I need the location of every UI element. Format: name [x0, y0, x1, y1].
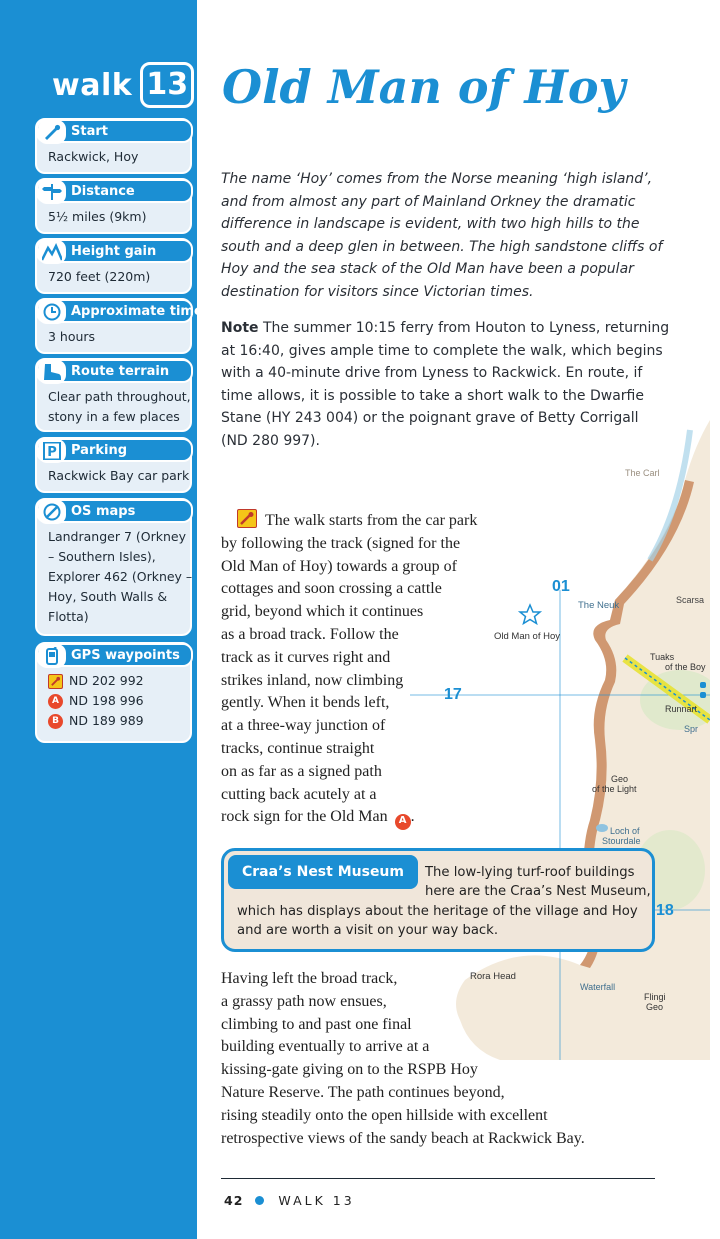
- note-line: Stane (HY 243 004) or the poignant grave of Betty Corrigall: [221, 410, 639, 427]
- gps-icon: [38, 644, 66, 668]
- compass-icon: [38, 500, 66, 524]
- page-footer: [224, 1193, 355, 1208]
- map-grid-17: 17: [444, 686, 462, 703]
- walk-number-badge: 13: [140, 62, 194, 108]
- map-grid-18: 18: [656, 902, 674, 919]
- walk-line: as a broad track. Follow the: [221, 625, 399, 643]
- time-line: 3 hours: [48, 329, 96, 344]
- time-title: Approximate time: [71, 304, 203, 319]
- start-card: [35, 118, 192, 174]
- parking-card: [35, 437, 192, 493]
- distance-line: 5½ miles (9km): [48, 209, 147, 224]
- footer-dot-icon: [255, 1196, 264, 1205]
- height-gain-card: [35, 238, 192, 294]
- waypoint-b: [48, 711, 190, 731]
- cont-line: kissing-gate giving on to the RSPB Hoy: [221, 1061, 478, 1079]
- parking-title: Parking: [71, 443, 128, 458]
- height-gain-card-header: [36, 239, 193, 263]
- note-label: Note: [221, 320, 259, 336]
- walk-line: on as far as a signed path: [221, 762, 382, 780]
- gps-waypoints-list: [36, 667, 190, 737]
- cont-line: climbing to and past one final: [221, 1015, 412, 1033]
- start-marker-icon: [237, 509, 257, 528]
- walk-heading: [52, 62, 194, 108]
- walk-line: track as it curves right and: [221, 648, 391, 666]
- start-card-header: [36, 119, 193, 143]
- footer-walk-label: WALK 13: [278, 1193, 355, 1208]
- museum-title: Craa’s Nest Museum: [228, 855, 418, 889]
- walk-line: cutting back acutely at a: [221, 785, 377, 803]
- note-line: at 16:40, gives ample time to complete the walk, which begins: [221, 342, 663, 359]
- walk-line: grid, beyond which it continues: [221, 603, 424, 621]
- boot-icon: [38, 360, 66, 384]
- waypoint-start: [48, 671, 190, 691]
- walk-line: [221, 509, 477, 533]
- cont-line: a grassy path now ensues,: [221, 992, 387, 1010]
- distance-card: [35, 178, 192, 234]
- time-card: [35, 298, 203, 354]
- walk-last-end: .: [410, 808, 415, 826]
- walk-line: cottages and soon crossing a cattle: [221, 580, 442, 598]
- distance-value: [36, 203, 190, 233]
- cont-line: rising steadily onto the open hillside with excellent: [221, 1106, 548, 1124]
- walk-line: [221, 806, 477, 829]
- os-maps-line: – Southern Isles),: [48, 549, 156, 564]
- map-label-geo: Geo: [611, 774, 629, 784]
- note-paragraph: [221, 317, 670, 453]
- intro-line: Hoy and the sea stack of the Old Man have been a popular: [221, 261, 634, 278]
- walk-directions: [221, 509, 477, 830]
- waypoint-a-ref: ND 198 996: [69, 693, 144, 708]
- waypoint-b-marker: B: [48, 714, 63, 729]
- note-line: with a 40-minute drive from Lyness to Rackwick. En route, if: [221, 365, 643, 382]
- start-value: [36, 143, 190, 173]
- page-number: 42: [224, 1193, 244, 1208]
- waypoint-a-marker: A: [48, 694, 63, 709]
- map-label-spr: Spr: [684, 724, 699, 734]
- map-label-scarsa: Scarsa: [676, 595, 705, 605]
- waypoint-a: [48, 691, 190, 711]
- map-label-flingi: Flingi: [644, 992, 666, 1002]
- height-gain-title: Height gain: [71, 244, 157, 259]
- distance-card-header: [36, 179, 193, 203]
- map-label-the-neuk: The Neuk: [578, 600, 620, 611]
- route-terrain-card-header: [36, 359, 193, 383]
- os-maps-value: [36, 523, 193, 633]
- waypoint-b-ref: ND 189 989: [69, 713, 144, 728]
- map-label-stourdale: Stourdale: [602, 836, 641, 846]
- os-maps-line: Explorer 462 (Orkney –: [48, 569, 193, 584]
- map-label-waterfall: Waterfall: [580, 982, 616, 992]
- note-line: time allows, it is possible to take a short walk to the Dwarfie: [221, 387, 644, 404]
- museum-line: and are worth a visit on your way back.: [237, 923, 499, 938]
- map-label-tuaks: Tuaks: [650, 652, 675, 662]
- map-label-geo2: Geo: [646, 1002, 664, 1012]
- walk-line: by following the track (signed for the: [221, 534, 461, 552]
- svg-text:P: P: [47, 445, 57, 460]
- cont-first-text: Having left the broad track,: [221, 970, 398, 987]
- map-grid-01: 01: [552, 578, 570, 595]
- os-maps-title: OS maps: [71, 504, 136, 519]
- map-label-runnart: Runnart: [665, 704, 698, 714]
- parking-value: [36, 462, 190, 492]
- gps-waypoints-title: GPS waypoints: [71, 648, 180, 663]
- walk-line: gently. When it bends left,: [221, 694, 390, 712]
- museum-line: which has displays about the heritage of the village and Hoy: [237, 904, 638, 919]
- height-gain-value: [36, 263, 190, 293]
- route-terrain-title: Route terrain: [71, 364, 170, 379]
- page-title: Old Man of Hoy: [222, 60, 626, 114]
- intro-line: The name ‘Hoy’ comes from the Norse meaning ‘high island’,: [221, 171, 653, 187]
- os-maps-line: Hoy, South Walls &: [48, 589, 168, 604]
- walk-label: walk: [52, 67, 133, 103]
- signpost-icon: [38, 180, 66, 204]
- route-terrain-line: Clear path throughout,: [48, 389, 191, 404]
- map-label-of-the-light: of the Light: [592, 784, 637, 794]
- height-gain-line: 720 feet (220m): [48, 269, 151, 284]
- map-label-old-man: Old Man of Hoy: [494, 631, 560, 642]
- route-terrain-card: [35, 358, 192, 432]
- walk-line: at a three-way junction of: [221, 717, 386, 735]
- parking-card-header: [36, 438, 193, 462]
- start-marker-icon: [48, 674, 63, 689]
- walk-line: strikes inland, now climbing: [221, 671, 404, 689]
- start-title: Start: [71, 124, 108, 139]
- os-maps-line: Flotta): [48, 609, 89, 624]
- intro-line: and from almost any part of Mainland Orkney the dramatic: [221, 193, 636, 210]
- time-value: [36, 323, 190, 353]
- start-icon: [38, 120, 66, 144]
- cont-line: [221, 968, 585, 991]
- intro-line: destination for visitors since Victorian times.: [221, 283, 534, 300]
- route-terrain-value: [36, 383, 190, 433]
- footer-divider: [221, 1178, 655, 1179]
- cont-line: Nature Reserve. The path continues beyond,: [221, 1083, 505, 1101]
- intro-paragraph: [221, 168, 661, 304]
- walk-first-text: The walk starts from the car park: [265, 512, 478, 529]
- walk-last-text: rock sign for the Old Man: [221, 808, 388, 826]
- time-card-header: [36, 299, 203, 323]
- museum-sidebar-box: [221, 848, 655, 952]
- os-maps-card: [35, 498, 192, 636]
- continued-directions: [221, 968, 585, 1150]
- note-line: (ND 280 997).: [221, 432, 320, 449]
- gps-waypoints-card-header: [36, 643, 193, 667]
- map-label-the-carl: The Carl: [625, 468, 660, 478]
- walk-line: Old Man of Hoy) towards a group of: [221, 557, 457, 575]
- cont-line: building eventually to arrive at a: [221, 1038, 430, 1056]
- distance-title: Distance: [71, 184, 135, 199]
- intro-line: south and a deep glen in between. The high sandstone cliffs of: [221, 238, 663, 255]
- waypoint-start-ref: ND 202 992: [69, 673, 144, 688]
- intro-line: difference in landscape is evident, with two high hills to the: [221, 216, 640, 233]
- note-first-text: The summer 10:15 ferry from Houton to Lyness, returning: [258, 320, 670, 336]
- note-line: [221, 317, 670, 340]
- waypoint-a-marker: A: [395, 814, 411, 830]
- map-label-rora-head: Rora Head: [470, 971, 516, 982]
- old-man-star-icon: [520, 605, 540, 624]
- os-maps-card-header: [36, 499, 193, 523]
- cont-line: retrospective views of the sandy beach at Rackwick Bay.: [221, 1129, 585, 1147]
- parking-line: Rackwick Bay car park: [48, 468, 190, 483]
- os-maps-line: Landranger 7 (Orkney: [48, 529, 186, 544]
- gps-waypoints-card: [35, 642, 192, 743]
- museum-line: The low-lying turf-roof buildings: [425, 865, 635, 880]
- map-label-of-the-boy: of the Boy: [665, 662, 706, 672]
- map-label-loch-of: Loch of: [610, 826, 640, 836]
- start-line: Rackwick, Hoy: [48, 149, 139, 164]
- route-terrain-line: stony in a few places: [48, 409, 180, 424]
- parking-icon: [38, 439, 66, 463]
- museum-line: here are the Craa’s Nest Museum,: [425, 884, 651, 899]
- walk-line: tracks, continue straight: [221, 739, 375, 757]
- mountain-icon: [38, 240, 66, 264]
- sidebar: [0, 0, 203, 1239]
- clock-icon: [38, 300, 66, 324]
